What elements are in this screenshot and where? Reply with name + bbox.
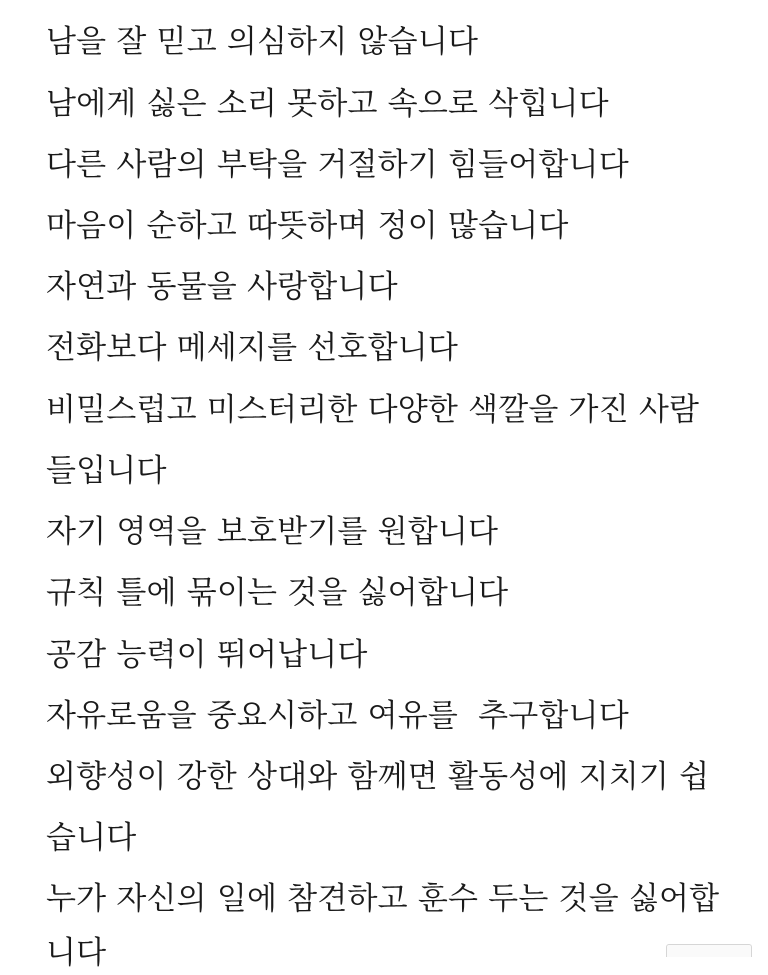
text-line: 니다 <box>46 935 107 971</box>
text-line: 남에게 싫은 소리 못하고 속으로 삭힙니다 <box>46 86 609 122</box>
text-line: 비밀스럽고 미스터리한 다양한 색깔을 가진 사람 <box>46 392 700 428</box>
text-line: 공감 능력이 뛰어납니다 <box>46 637 368 673</box>
text-line: 규칙 틀에 묶이는 것을 싫어합니다 <box>46 575 509 611</box>
text-line: 마음이 순하고 따뜻하며 정이 많습니다 <box>46 208 569 244</box>
text-line: 자연과 동물을 사랑합니다 <box>46 269 398 305</box>
text-line: 자유로움을 중요시하고 여유를 추구합니다 <box>46 698 629 734</box>
text-line: 자기 영역을 보호받기를 원합니다 <box>46 514 499 550</box>
text-line: 외향성이 강한 상대와 함께면 활동성에 지치기 쉽 <box>46 759 710 795</box>
text-line: 들입니다 <box>46 453 167 489</box>
partial-box <box>666 944 752 957</box>
text-line: 누가 자신의 일에 참견하고 훈수 두는 것을 싫어합 <box>46 881 720 917</box>
text-line: 습니다 <box>46 820 137 856</box>
text-line: 다른 사람의 부탁을 거절하기 힘들어합니다 <box>46 147 629 183</box>
text-line: 전화보다 메세지를 선호합니다 <box>46 330 459 366</box>
text-line: 남을 잘 믿고 의심하지 않습니다 <box>46 24 479 60</box>
